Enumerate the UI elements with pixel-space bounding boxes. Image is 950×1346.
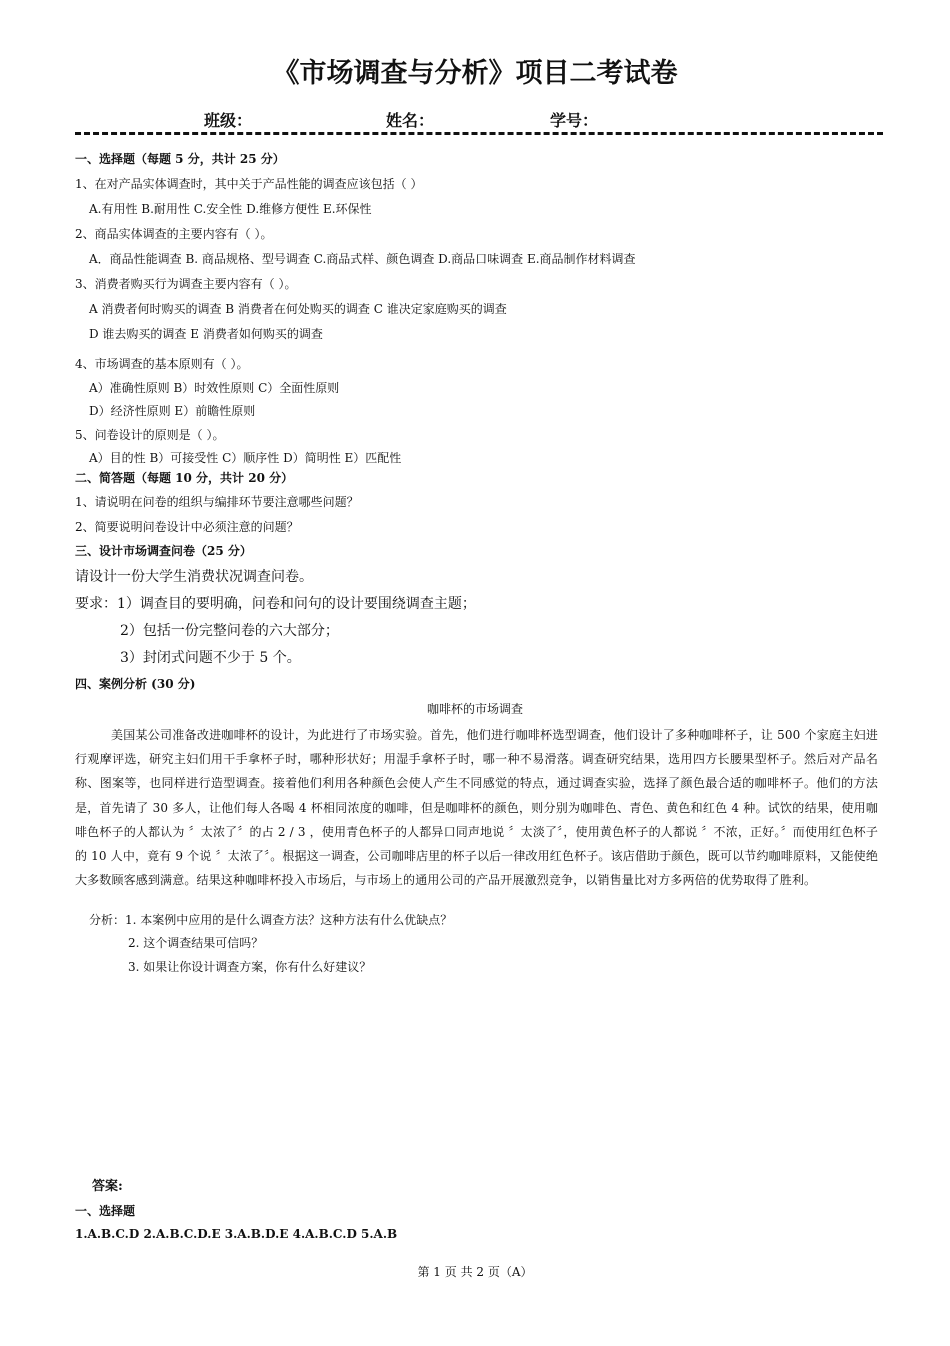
answers-label: 答案: (92, 1179, 123, 1194)
answers-values: 1.A.B.C.D 2.A.B.C.D.E 3.A.B.D.E 4.A.B.C.D 5.A.B (75, 1227, 398, 1241)
question-2-options: A．商品性能调查 B. 商品规格、型号调查 C.商品式样、颜色调查 D.商品口味调查 E.商品制作材料调查 (89, 252, 636, 266)
question-4: 4、市场调查的基本原则有（ ）。 (75, 357, 249, 371)
question-1-options: A.有用性 B.耐用性 C.安全性 D.维修方便性 E.环保性 (89, 202, 372, 216)
case-title: 咖啡杯的市场调查 (426, 702, 523, 716)
short-answer-2: 2、简要说明问卷设计中必须注意的问题？ (75, 520, 299, 534)
question-3: 3、消费者购买行为调查主要内容有（ ）。 (75, 277, 297, 291)
name-label: 姓名： (386, 111, 435, 130)
question-1: 1、在对产品实体调查时，其中关于产品性能的调查应该包括（ ） (75, 177, 423, 191)
dashed-divider (75, 132, 883, 135)
analysis-question-1: 分析：1. 本案例中应用的是什么调查方法？这种方法有什么优缺点？ (89, 913, 453, 927)
section4-heading: 四、案例分析 (30 分) (75, 677, 196, 691)
questionnaire-task: 请设计一份大学生消费状况调查问卷。 (75, 569, 313, 585)
section3-heading: 三、设计市场调查问卷（25 分） (75, 544, 252, 558)
class-label: 班级： (204, 111, 253, 130)
requirement-2: 2）包括一份完整问卷的六大部分； (120, 623, 339, 639)
short-answer-1: 1、请说明在问卷的组织与编排环节要注意哪些问题？ (75, 495, 359, 509)
page-title: 《市场调查与分析》项目二考试卷 (272, 58, 678, 89)
question-3-options-2: D 谁去购买的调查 E 消费者如何购买的调查 (89, 327, 323, 341)
section1-heading: 一、选择题（每题 5 分，共计 25 分） (75, 152, 285, 166)
question-4-options-1: A）准确性原则 B）时效性原则 C）全面性原则 (89, 381, 340, 395)
question-5: 5、问卷设计的原则是（ ）。 (75, 428, 225, 442)
question-4-options-2: D）经济性原则 E）前瞻性原则 (89, 404, 256, 418)
section2-heading: 二、简答题（每题 10 分，共计 20 分） (75, 471, 294, 485)
analysis-question-3: 3. 如果让你设计调查方案，你有什么好建议？ (128, 960, 372, 974)
case-paragraph: 美国某公司准备改进咖啡杯的设计，为此进行了市场实验。首先，他们进行咖啡杯选型调查，他们设计了多种咖啡杯子，让 500 个家庭主妇进行观摩评选，研究主妇们用干手拿杯子时，哪种形状好；用湿手拿杯子时，哪一种不易滑落。调查研究结果，选用四方长腰果型杯子。然后对产品名称、图案等，也同样进行造型调查。接着他们利用各种颜色会使人产生不同感觉的特点，通过调查实验，选择了颜色最合适的咖啡杯子。他们的方法是，首先请了 30 多人，让他们每人各喝 4 杯相同浓度的咖啡，但是咖啡杯的颜色，则分别为咖啡色、青色、黄色和红色 4 种。试饮的结果，使用咖啡色杯子的人都认为 〞太浓了〞的占 2 / 3 ，使用青色杯子的人都异口同声地说 〞太淡了〞，使用黄色杯子的人都说 〞不浓，正好。〞而使用红色杯子的 10 人中，竟有 9 个说 〞太浓了〞。根据这一调查，公司咖啡店里的杯子以后一律改用红色杯子。该店借助于颜色，既可以节约咖啡原料，又能使绝大多数顾客感到满意。结果这种咖啡杯投入市场后，与市场上的通用公司的产品开展激烈竞争，以销售量比对方多两倍的优势取得了胜利。 (75, 728, 878, 888)
page-footer: 第 1 页 共 2 页（A） (417, 1265, 533, 1279)
question-2: 2、商品实体调查的主要内容有（ ）。 (75, 227, 273, 241)
student-id-label: 学号： (550, 111, 599, 130)
question-5-options: A）目的性 B）可接受性 C）顺序性 D）简明性 E）匹配性 (89, 451, 402, 465)
answers-heading: 一、选择题 (75, 1204, 136, 1218)
requirement-1: 要求：1）调查目的要明确，问卷和问句的设计要围绕调查主题； (75, 596, 476, 612)
question-3-options-1: A 消费者何时购买的调查 B 消费者在何处购买的调查 C 谁决定家庭购买的调查 (89, 302, 507, 316)
analysis-question-2: 2. 这个调查结果可信吗？ (128, 936, 264, 950)
requirement-3: 3）封闭式问题不少于 5 个。 (120, 650, 301, 666)
